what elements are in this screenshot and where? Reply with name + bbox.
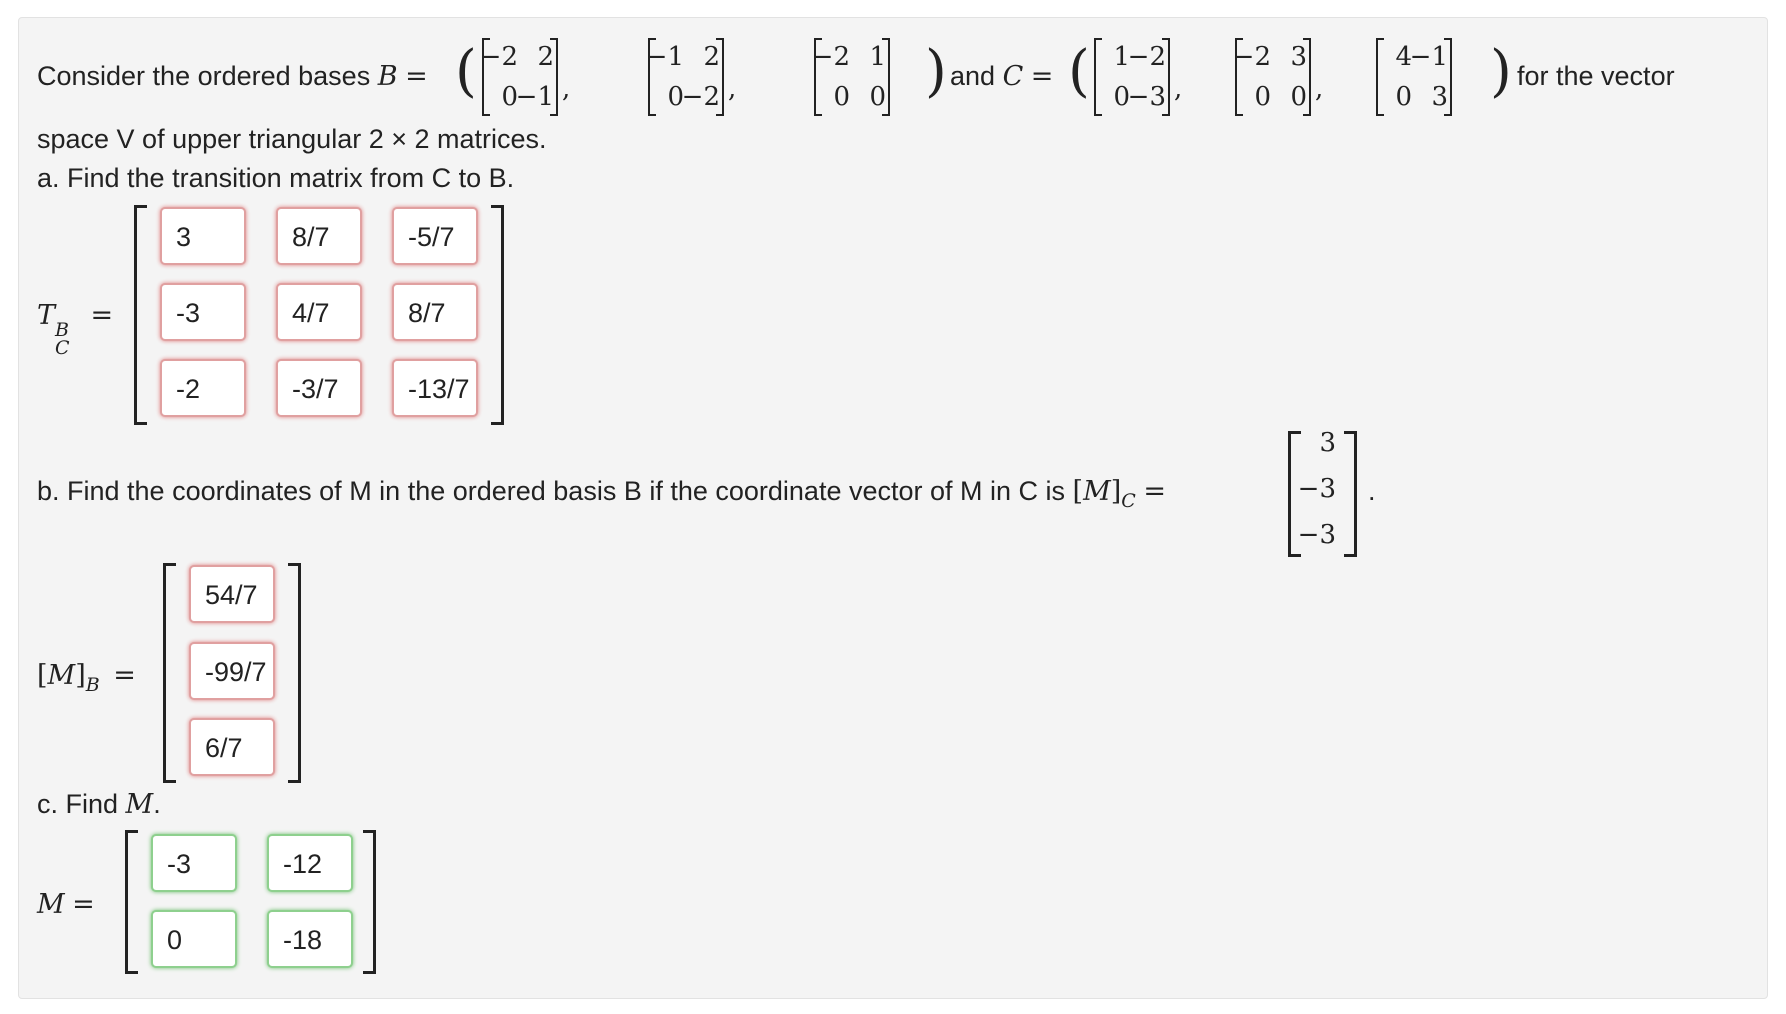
transition-matrix-input[interactable]: -13/7 xyxy=(392,359,478,417)
C-matrix-entry: 0 xyxy=(1290,82,1307,112)
paren-open-B: ( xyxy=(455,39,477,104)
C-matrix-entry: 3 xyxy=(1431,82,1448,112)
B-matrix-entry: −2 xyxy=(681,82,720,112)
intro-text: Consider the ordered bases B = xyxy=(37,61,428,92)
C-matrix-entry: 0 xyxy=(1395,82,1412,112)
coord-B-input[interactable]: 54/7 xyxy=(189,565,275,623)
transition-matrix-input[interactable]: -2 xyxy=(160,359,246,417)
matrix-a-left-bracket xyxy=(134,205,147,425)
part-a-prompt: a. Find the transition matrix from C to B. xyxy=(37,163,515,193)
vector-b-right-bracket xyxy=(288,563,301,783)
comma: , xyxy=(1315,74,1324,104)
paren-close-C: ) xyxy=(1490,39,1512,104)
transition-matrix-input[interactable]: 8/7 xyxy=(276,207,362,265)
B-matrix-entry: −2 xyxy=(479,42,518,72)
comma: , xyxy=(728,74,737,104)
vector-b-left-bracket xyxy=(163,563,176,783)
coord-B-input[interactable]: -99/7 xyxy=(189,642,275,700)
coord-B-input[interactable]: 6/7 xyxy=(189,718,275,776)
B-matrix-entry: 2 xyxy=(537,42,554,72)
paren-close-B: ) xyxy=(925,39,947,104)
C-matrix-entry: −1 xyxy=(1409,42,1448,72)
transition-matrix-input[interactable]: 8/7 xyxy=(392,283,478,341)
M-label: M = xyxy=(37,889,95,920)
C-matrix-entry: 0 xyxy=(1113,82,1130,112)
matrix-c-right-bracket xyxy=(363,830,376,974)
and-text: and C = xyxy=(950,61,1054,92)
coord-vector-right-bracket xyxy=(1344,431,1357,557)
transition-matrix-input[interactable]: -3 xyxy=(160,283,246,341)
M-matrix-input[interactable]: -12 xyxy=(267,834,353,892)
M-matrix-input[interactable]: 0 xyxy=(151,910,237,968)
C-matrix-entry: −2 xyxy=(1127,42,1166,72)
transition-matrix-input[interactable]: 4/7 xyxy=(276,283,362,341)
M-matrix-input[interactable]: -18 xyxy=(267,910,353,968)
part-c-prompt: c. Find M. xyxy=(37,789,161,820)
comma: , xyxy=(1174,74,1183,104)
period: . xyxy=(1368,476,1376,506)
part-b-prompt: b. Find the coordinates of M in the ordered basis B if the coordinate vector of M in C is $[M]_C$ = xyxy=(37,476,1166,512)
B-matrix-entry: −2 xyxy=(811,42,850,72)
matrix-c-left-bracket xyxy=(125,830,138,974)
C-matrix-2 xyxy=(1232,38,1311,116)
B-matrix-entry: −1 xyxy=(645,42,684,72)
B-matrix-2 xyxy=(645,38,724,116)
for-the-vector-text: for the vector xyxy=(1517,61,1675,91)
C-matrix-entry: −3 xyxy=(1127,82,1166,112)
B-matrix-1 xyxy=(479,38,558,116)
matrix-a-right-bracket xyxy=(491,205,504,425)
B-matrix-entry: 1 xyxy=(869,42,886,72)
transition-matrix-input[interactable]: 3 xyxy=(160,207,246,265)
comma: , xyxy=(562,74,571,104)
space-text: space V of upper triangular 2 × 2 matrices. xyxy=(37,124,547,154)
C-matrix-entry: 0 xyxy=(1254,82,1271,112)
coord-vector-entry: 3 xyxy=(1319,428,1336,458)
transition-matrix-label: T B C = xyxy=(37,300,114,359)
C-matrix-entry: −2 xyxy=(1232,42,1271,72)
coord-vector-entry: −3 xyxy=(1297,520,1336,550)
coord-B-label: $[M]_B$ = xyxy=(37,660,136,696)
C-matrix-1 xyxy=(1094,38,1170,116)
B-matrix-3 xyxy=(811,38,890,116)
B-matrix-entry: 0 xyxy=(667,82,684,112)
transition-matrix-input[interactable]: -3/7 xyxy=(276,359,362,417)
C-matrix-3 xyxy=(1376,38,1452,116)
coord-vector-entry: −3 xyxy=(1297,474,1336,504)
paren-open-C: ( xyxy=(1068,39,1090,104)
C-matrix-entry: 4 xyxy=(1395,42,1412,72)
B-matrix-entry: 0 xyxy=(869,82,886,112)
B-matrix-entry: 0 xyxy=(833,82,850,112)
C-matrix-entry: 1 xyxy=(1113,42,1130,72)
B-matrix-entry: −1 xyxy=(515,82,554,112)
transition-matrix-input[interactable]: -5/7 xyxy=(392,207,478,265)
B-matrix-entry: 2 xyxy=(703,42,720,72)
C-matrix-entry: 3 xyxy=(1290,42,1307,72)
M-matrix-input[interactable]: -3 xyxy=(151,834,237,892)
B-matrix-entry: 0 xyxy=(501,82,518,112)
